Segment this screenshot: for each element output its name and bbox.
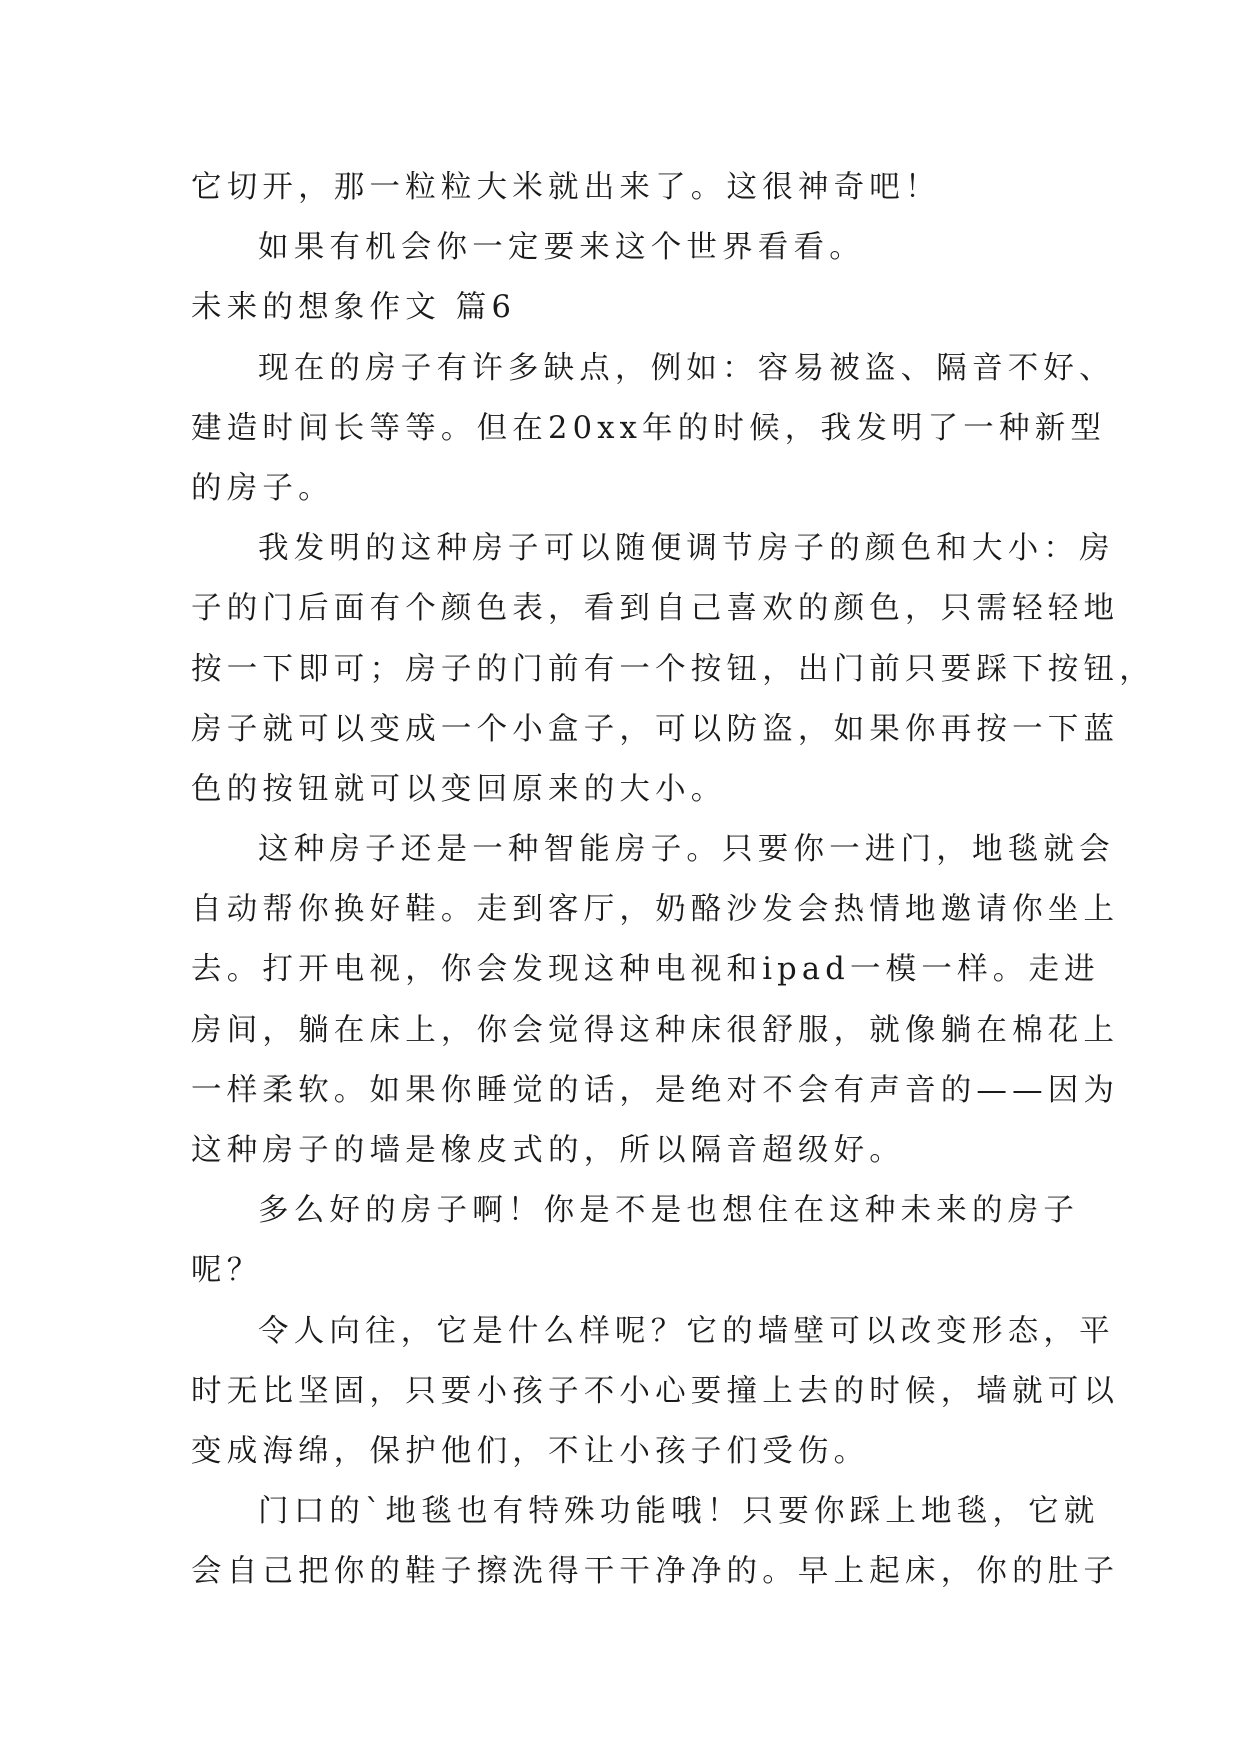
text-line: 子的门后面有个颜色表，看到自己喜欢的颜色，只需轻轻地 bbox=[191, 591, 1120, 627]
text-line: 令人向往，它是什么样呢？它的墙壁可以改变形态，平 bbox=[258, 1313, 1115, 1349]
section-heading: 未来的想象作文 篇6 bbox=[191, 290, 517, 326]
text-line: 去。打开电视，你会发现这种电视和ipad一模一样。走进 bbox=[191, 952, 1100, 988]
text-line: 自动帮你换好鞋。走到客厅，奶酪沙发会热情地邀请你坐上 bbox=[191, 892, 1120, 928]
text-line: 建造时间长等等。但在20xx年的时候，我发明了一种新型 bbox=[191, 410, 1107, 446]
text-line: 多么好的房子啊！你是不是也想住在这种未来的房子 bbox=[258, 1193, 1080, 1229]
text-line: 时无比坚固，只要小孩子不小心要撞上去的时候，墙就可以 bbox=[191, 1373, 1120, 1409]
text-line: 呢？ bbox=[191, 1253, 263, 1289]
text-line: 如果有机会你一定要来这个世界看看。 bbox=[258, 230, 865, 266]
text-line: 一样柔软。如果你睡觉的话，是绝对不会有声音的——因为 bbox=[191, 1072, 1120, 1108]
text-line: 会自己把你的鞋子擦洗得干干净净的。早上起床，你的肚子 bbox=[191, 1554, 1120, 1590]
text-line: 这种房子还是一种智能房子。只要你一进门，地毯就会 bbox=[258, 832, 1115, 868]
text-line: 它切开，那一粒粒大米就出来了。这很神奇吧！ bbox=[191, 170, 941, 205]
text-line: 房子就可以变成一个小盒子，可以防盗，如果你再按一下蓝 bbox=[191, 711, 1120, 747]
text-line: 这种房子的墙是橡皮式的，所以隔音超级好。 bbox=[191, 1133, 905, 1168]
text-line: 色的按钮就可以变回原来的大小。 bbox=[191, 771, 727, 807]
text-line: 房间，躺在床上，你会觉得这种床很舒服，就像躺在棉花上 bbox=[191, 1012, 1120, 1048]
text-line: 按一下即可；房子的门前有一个按钮，出门前只要踩下按钮， bbox=[191, 651, 1155, 687]
text-line: 门口的`地毯也有特殊功能哦！只要你踩上地毯，它就 bbox=[258, 1494, 1100, 1530]
text-line: 的房子。 bbox=[191, 470, 334, 506]
text-line: 变成海绵，保护他们，不让小孩子们受伤。 bbox=[191, 1433, 870, 1469]
text-line: 我发明的这种房子可以随便调节房子的颜色和大小：房 bbox=[258, 531, 1115, 567]
text-line: 现在的房子有许多缺点，例如：容易被盗、隔音不好、 bbox=[258, 350, 1115, 386]
document-body bbox=[191, 158, 1155, 1603]
